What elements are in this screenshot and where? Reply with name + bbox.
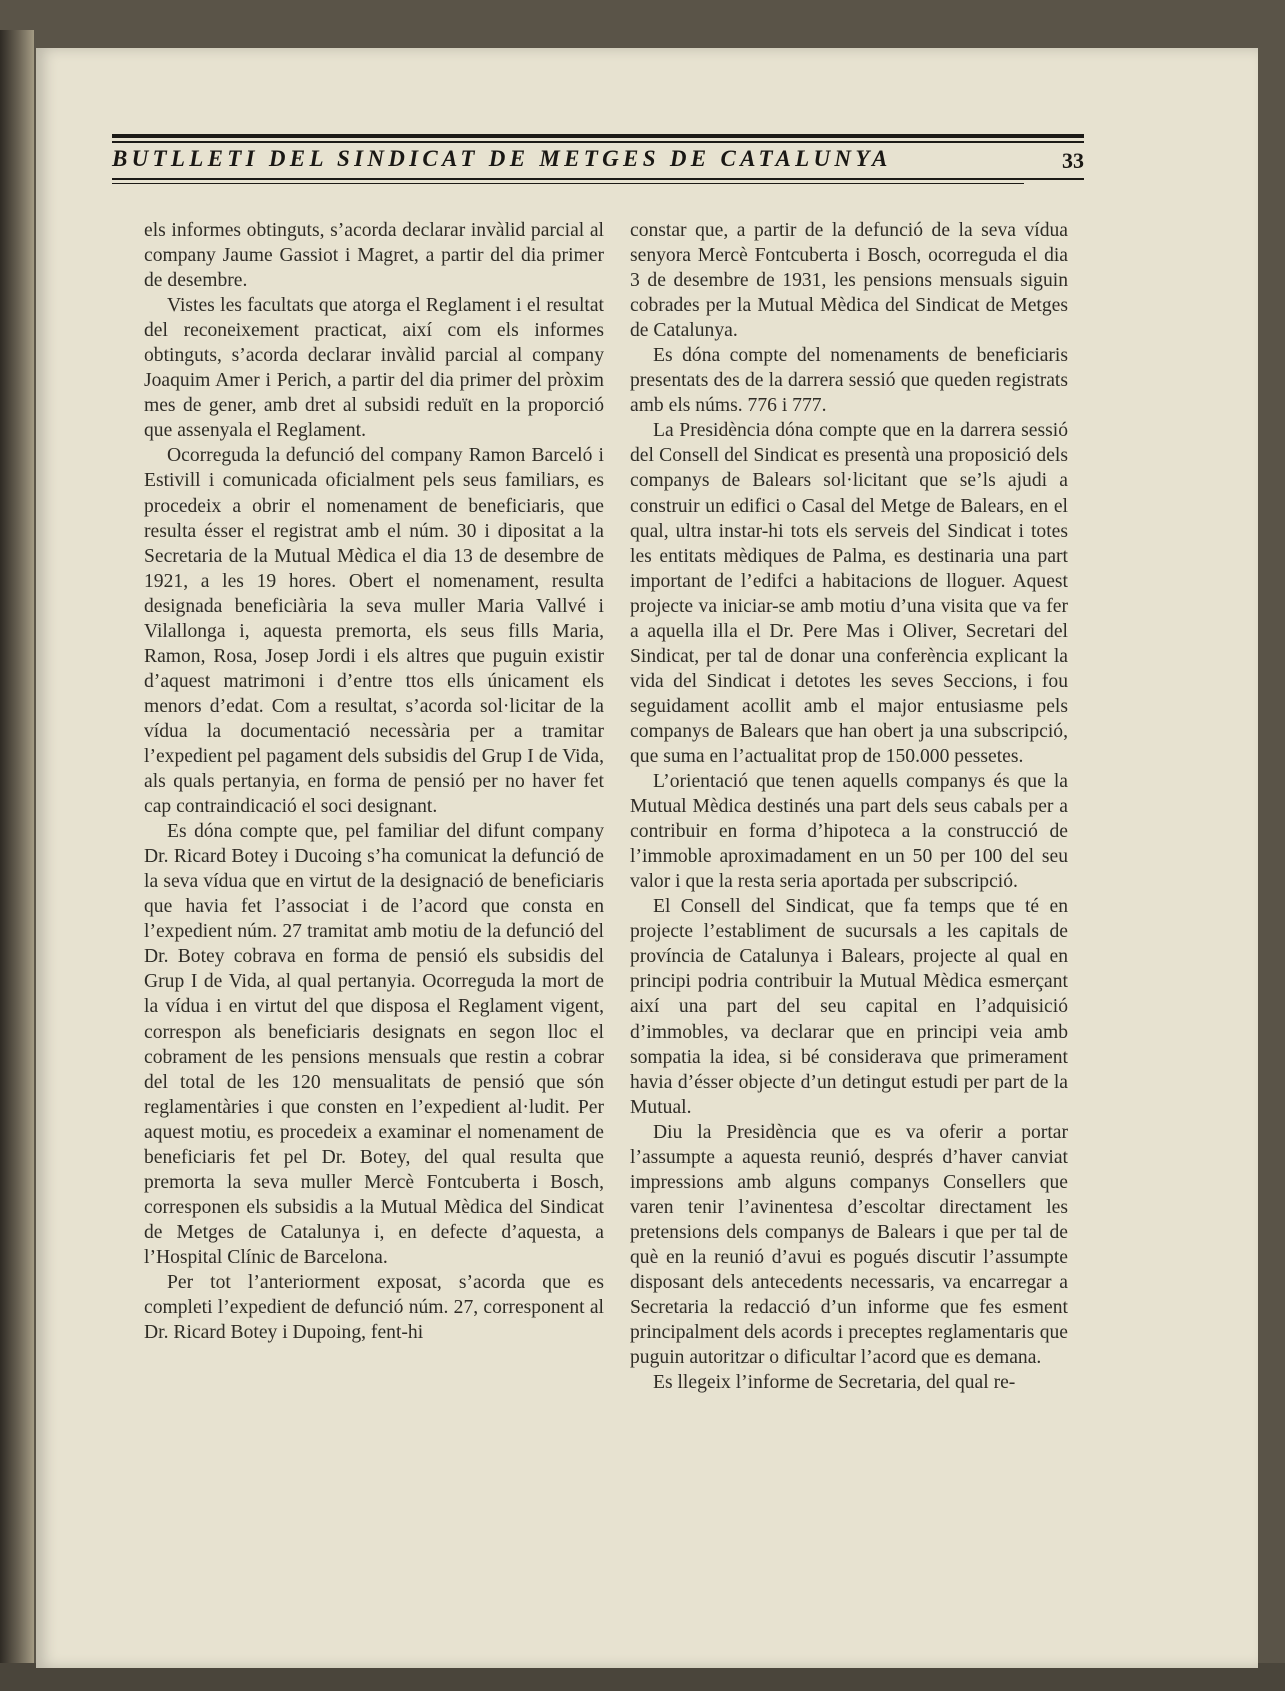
paragraph: Es dóna compte del nomenaments de beneficiaris presentats des de la darrera sessió que queden registrats amb els núms. 776 i 777. <box>630 345 1068 417</box>
paragraph: els informes obtinguts, s’acorda declarar invàlid parcial al company Jaume Gassiot i Magret, a partir del dia primer de desembre. <box>144 220 604 292</box>
paragraph: constar que, a partir de la defunció de la seva vídua senyora Mercè Fontcuberta i Bosch, ocorreguda el dia 3 de desembre de 1931, les pensions mensuals siguin cobrades per la Mutual Mèdica del Sindicat de Metges de Catalunya. <box>630 220 1068 342</box>
paragraph: Ocorreguda la defunció del company Ramon Barceló i Estivill i comunicada oficialment pels seus familiars, es procedeix a obrir el nomenament de beneficiaris, que resulta ésser el registrat amb el núm. 30 i dipositat a la Secretaria de la Mutual Mèdica el dia 13 de desembre de 1921, a les 19 hores. Obert el nomenament, resulta designada beneficiària la seva muller Maria Vallvé i Vilallonga i, aquesta premorta, els seus fills Maria, Ramon, Rosa, Josep Jordi i els altres que puguin existir d’aquest matrimoni i d’entre ttos ells únicament els menors d’edat. Com a resultat, s’acorda sol·licitar de la vídua la documentació necessària per a tramitar l’expedient pel pagament dels subsidis del Grup I de Vida, als quals pertanyia, en forma de pensió per no haver fet cap contraindicació el soci designant. <box>144 445 604 818</box>
header-rule-top-thin <box>112 141 1084 143</box>
book-gutter <box>0 30 34 1691</box>
paragraph: Vistes les facultats que atorga el Reglament i el resultat del reconeixement practicat, així com els informes obtinguts, s’acorda declarar invàlid parcial al company Joaquim Amer i Perich, a partir del dia primer del pròxim mes de gener, amb dret al subsidi reduït en la proporció que assenyala el Reglament. <box>144 295 604 442</box>
paragraph: Es llegeix l’informe de Secretaria, del qual re- <box>653 1372 1016 1394</box>
running-header <box>112 80 1084 176</box>
paragraph: Diu la Presidència que es va oferir a portar l’assumpte a aquesta reunió, després d’haver canviat impressions amb alguns companys Consellers que varen tenir l’avinentesa d’escoltar directament les pretensions dels companys de Balears i que per tal de què en la reunió d’avui es pogués discutir l’assumpte disposant dels antecedents necessaris, va encarregar a Secretaria la redacció d’un informe que fes esment principalment dels acords i preceptes reglamentaris que puguin autoritzar o dificultar l’acord que es demana. <box>630 1121 1068 1369</box>
header-rule-bottom-thin <box>112 183 1024 184</box>
paragraph: L’orientació que tenen aquells companys és que la Mutual Mèdica destinés una part dels seus cabals per a contribuir en forma d’hipoteca a la construcció de l’immoble aproximadament en un 50 per 100 del seu valor i que la resta seria aportada per subscripció. <box>630 771 1068 893</box>
paragraph: El Consell del Sindicat, que fa temps que té en projecte l’establiment de sucursals a les capitals de província de Catalunya i Balears, projecte al qual en principi podria contribuir la Mutual Mèdica esmerçant així una part del seu capital en l’adquisició d’immobles, va declarar que en principi veia amb sompatia la idea, si bé considerava que primerament havia d’ésser objecte d’un detingut estudi per part de la Mutual. <box>630 896 1068 1118</box>
paragraph: La Presidència dóna compte que en la darrera sessió del Consell del Sindicat es presentà una proposició dels companys de Balears sol·licitant que se’ls ajudi a construir un edifici o Casal del Metge de Balears, en el qual, ultra instar-hi tots els serveis del Sindicat i totes les entitats mèdiques de Palma, es destinaria una part important de l’edifci a habitacions de lloguer. Aquest projecte va iniciar-se amb motiu d’una visita que va fer a aquella illa el Dr. Pere Mas i Oliver, Secretari del Sindicat, per tal de donar una conferència explicant la vida del Sindicat i detotes les seves Seccions, i fou seguidament acollit amb el major entusiasme pels companys de Balears que han obert ja una subscripció, que suma en l’actualitat prop de 150.000 pessetes. <box>630 420 1068 767</box>
right-column <box>630 218 1068 1395</box>
journal-title: BUTLLETI DEL SINDICAT DE METGES DE CATALUNYA <box>112 146 892 171</box>
left-column <box>144 218 604 1345</box>
page-number: 33 <box>1062 148 1084 173</box>
header-rule-top <box>112 134 1084 138</box>
paragraph: Es dóna compte que, pel familiar del difunt company Dr. Ricard Botey i Ducoing s’ha comunicat la defunció de la seva vídua que en virtut de la designació de beneficiaris que havia fet l’associat i de l’acord que consta en l’expedient núm. 27 tramitat amb motiu de la defunció del Dr. Botey cobrava en forma de pensió els subsidis del Grup I de Vida, al qual pertanyia. Ocorreguda la mort de la vídua i en virtut del que disposa el Reglament vigent, correspon als beneficiaris designats en segon lloc el cobrament de les pensions mensuals que restin a cobrar del total de les 120 mensualitats de pensió que són reglamentàries i que consten en l’expedient al·ludit. Per aquest motiu, es procedeix a examinar el nomenament de beneficiaris fet pel Dr. Botey, del qual resulta que premorta la seva muller Mercè Fontcuberta i Bosch, corresponen els subsidis a la Mutual Mèdica del Sindicat de Metges de Catalunya i, en defecte d’aquesta, a l’Hospital Clínic de Barcelona. <box>144 821 604 1268</box>
paragraph: Per tot l’anteriorment exposat, s’acorda que es completi l’expedient de defunció núm. 27, corresponent al Dr. Ricard Botey i Dupoing, fent-hi <box>144 1271 604 1344</box>
header-rule-bottom <box>112 178 1084 180</box>
